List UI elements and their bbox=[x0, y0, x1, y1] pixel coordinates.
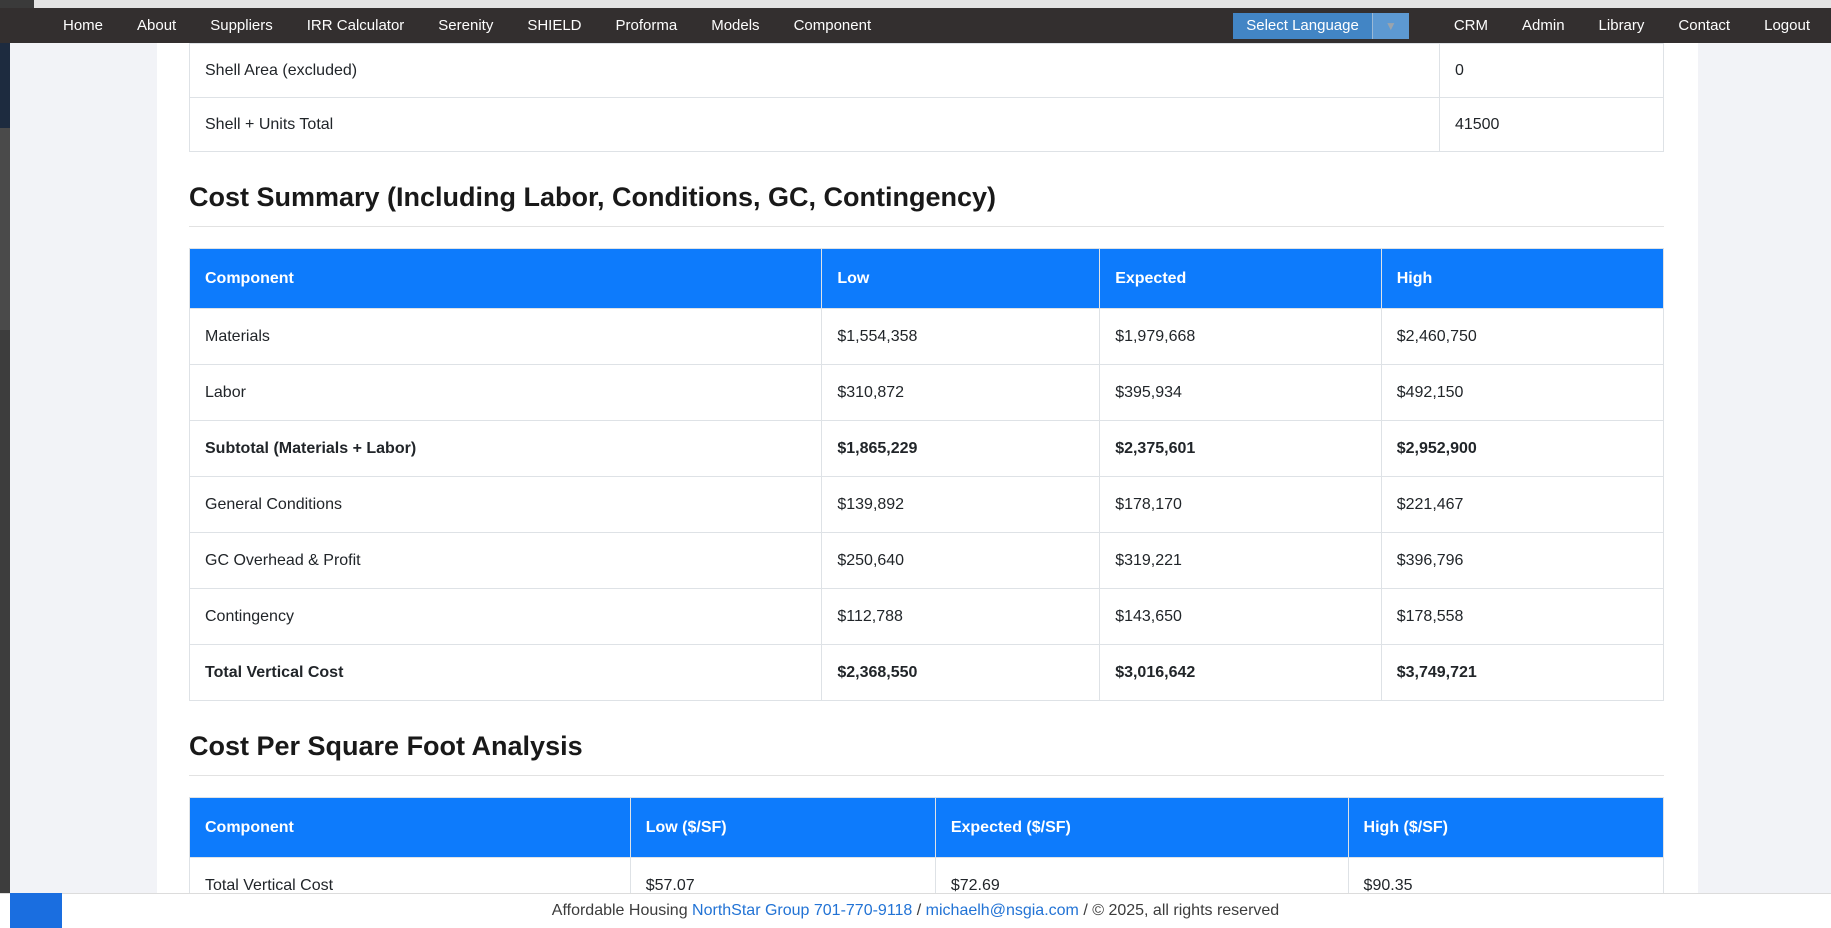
background-window-artifact bbox=[10, 893, 62, 928]
cell-expected: $178,170 bbox=[1100, 477, 1382, 533]
cell-low: $310,872 bbox=[822, 365, 1100, 421]
cost-per-sf-heading: Cost Per Square Foot Analysis bbox=[189, 731, 583, 761]
cell-component: Labor bbox=[190, 365, 822, 421]
cell-component: GC Overhead & Profit bbox=[190, 533, 822, 589]
cost-summary-heading: Cost Summary (Including Labor, Conditions, GC, Contingency) bbox=[189, 182, 997, 212]
cell-low: $1,554,358 bbox=[822, 309, 1100, 365]
table-header-row bbox=[190, 249, 1664, 309]
cell-high: $2,952,900 bbox=[1381, 421, 1663, 477]
column-header: Expected bbox=[1100, 249, 1382, 309]
cell-expected: $1,979,668 bbox=[1100, 309, 1382, 365]
background-window-sliver bbox=[0, 330, 10, 928]
nav-item-logout[interactable]: Logout bbox=[1764, 17, 1810, 34]
column-header: Low ($/SF) bbox=[630, 798, 935, 858]
cell-low: $250,640 bbox=[822, 533, 1100, 589]
table-row bbox=[190, 533, 1664, 589]
cell-component: Materials bbox=[190, 309, 822, 365]
nav-item-home[interactable]: Home bbox=[63, 17, 104, 34]
column-header: High bbox=[1381, 249, 1663, 309]
area-row-value: 41500 bbox=[1439, 98, 1663, 152]
cell-high: $492,150 bbox=[1381, 365, 1663, 421]
select-language-label: Select Language bbox=[1233, 13, 1372, 39]
cost-summary-table bbox=[189, 248, 1664, 701]
nav-item-admin[interactable]: Admin bbox=[1522, 17, 1565, 34]
content-card bbox=[157, 43, 1698, 928]
nav-item-component[interactable]: Component bbox=[793, 17, 872, 34]
area-summary-table bbox=[189, 43, 1664, 152]
table-header-row bbox=[190, 798, 1664, 858]
cell-expected: $3,016,642 bbox=[1100, 645, 1382, 701]
cell-high: $3,749,721 bbox=[1381, 645, 1663, 701]
nav-item-serenity[interactable]: Serenity bbox=[438, 17, 494, 34]
cell-low: $57.07 bbox=[630, 858, 935, 914]
area-row-label: Shell Area (excluded) bbox=[190, 44, 1440, 98]
cell-component: General Conditions bbox=[190, 477, 822, 533]
nav-item-about[interactable]: About bbox=[137, 17, 177, 34]
footer-email-link[interactable]: michaelh@nsgia.com bbox=[925, 902, 1079, 919]
cell-expected: $2,375,601 bbox=[1100, 421, 1382, 477]
table-row bbox=[190, 309, 1664, 365]
cell-low: $112,788 bbox=[822, 589, 1100, 645]
divider bbox=[189, 226, 1664, 227]
chevron-down-icon: ▼ bbox=[1372, 13, 1409, 39]
select-language-button[interactable] bbox=[1233, 13, 1409, 39]
nav-item-contact[interactable]: Contact bbox=[1678, 17, 1731, 34]
table-row-total bbox=[190, 645, 1664, 701]
cell-component: Contingency bbox=[190, 589, 822, 645]
divider bbox=[189, 775, 1664, 776]
footer-text: Affordable Housing bbox=[551, 902, 693, 919]
table-row bbox=[190, 589, 1664, 645]
cell-component: Total Vertical Cost bbox=[190, 645, 822, 701]
column-header: Component bbox=[190, 798, 631, 858]
footer-separator: / bbox=[912, 902, 926, 919]
cell-high: $396,796 bbox=[1381, 533, 1663, 589]
main-navbar bbox=[0, 8, 1831, 43]
cell-component: Total Vertical Cost bbox=[190, 858, 631, 914]
nav-item-suppliers[interactable]: Suppliers bbox=[210, 17, 273, 34]
chrome-artifact bbox=[0, 0, 34, 8]
area-row-value: 0 bbox=[1439, 44, 1663, 98]
cell-expected: $395,934 bbox=[1100, 365, 1382, 421]
column-header: High ($/SF) bbox=[1348, 798, 1663, 858]
nav-left-list bbox=[46, 17, 888, 34]
background-window-sliver bbox=[0, 128, 10, 330]
column-header: Expected ($/SF) bbox=[935, 798, 1348, 858]
nav-item-proforma[interactable]: Proforma bbox=[615, 17, 678, 34]
nav-item-models[interactable]: Models bbox=[711, 17, 760, 34]
column-header: Component bbox=[190, 249, 822, 309]
table-row bbox=[190, 365, 1664, 421]
page-footer bbox=[0, 893, 1831, 928]
cell-high: $221,467 bbox=[1381, 477, 1663, 533]
cell-low: $2,368,550 bbox=[822, 645, 1100, 701]
cell-component: Subtotal (Materials + Labor) bbox=[190, 421, 822, 477]
table-row-subtotal bbox=[190, 421, 1664, 477]
cell-high: $90.35 bbox=[1348, 858, 1663, 914]
nav-item-shield[interactable]: SHIELD bbox=[527, 17, 582, 34]
table-row bbox=[190, 98, 1664, 152]
cell-expected: $319,221 bbox=[1100, 533, 1382, 589]
column-header: Low bbox=[822, 249, 1100, 309]
nav-item-irr-calculator[interactable]: IRR Calculator bbox=[306, 17, 405, 34]
cell-low: $139,892 bbox=[822, 477, 1100, 533]
cell-expected: $72.69 bbox=[935, 858, 1348, 914]
cell-high: $178,558 bbox=[1381, 589, 1663, 645]
cell-high: $2,460,750 bbox=[1381, 309, 1663, 365]
nav-item-library[interactable]: Library bbox=[1598, 17, 1645, 34]
cell-low: $1,865,229 bbox=[822, 421, 1100, 477]
browser-chrome-strip bbox=[0, 0, 1831, 8]
table-row bbox=[190, 477, 1664, 533]
nav-right-list bbox=[1437, 17, 1827, 34]
footer-copyright: / © 2025, all rights reserved bbox=[1078, 902, 1280, 919]
table-row bbox=[190, 44, 1664, 98]
cell-expected: $143,650 bbox=[1100, 589, 1382, 645]
nav-item-crm[interactable]: CRM bbox=[1453, 17, 1489, 34]
footer-phone-link[interactable]: NorthStar Group 701-770-9118 bbox=[692, 902, 913, 919]
area-row-label: Shell + Units Total bbox=[190, 98, 1440, 152]
